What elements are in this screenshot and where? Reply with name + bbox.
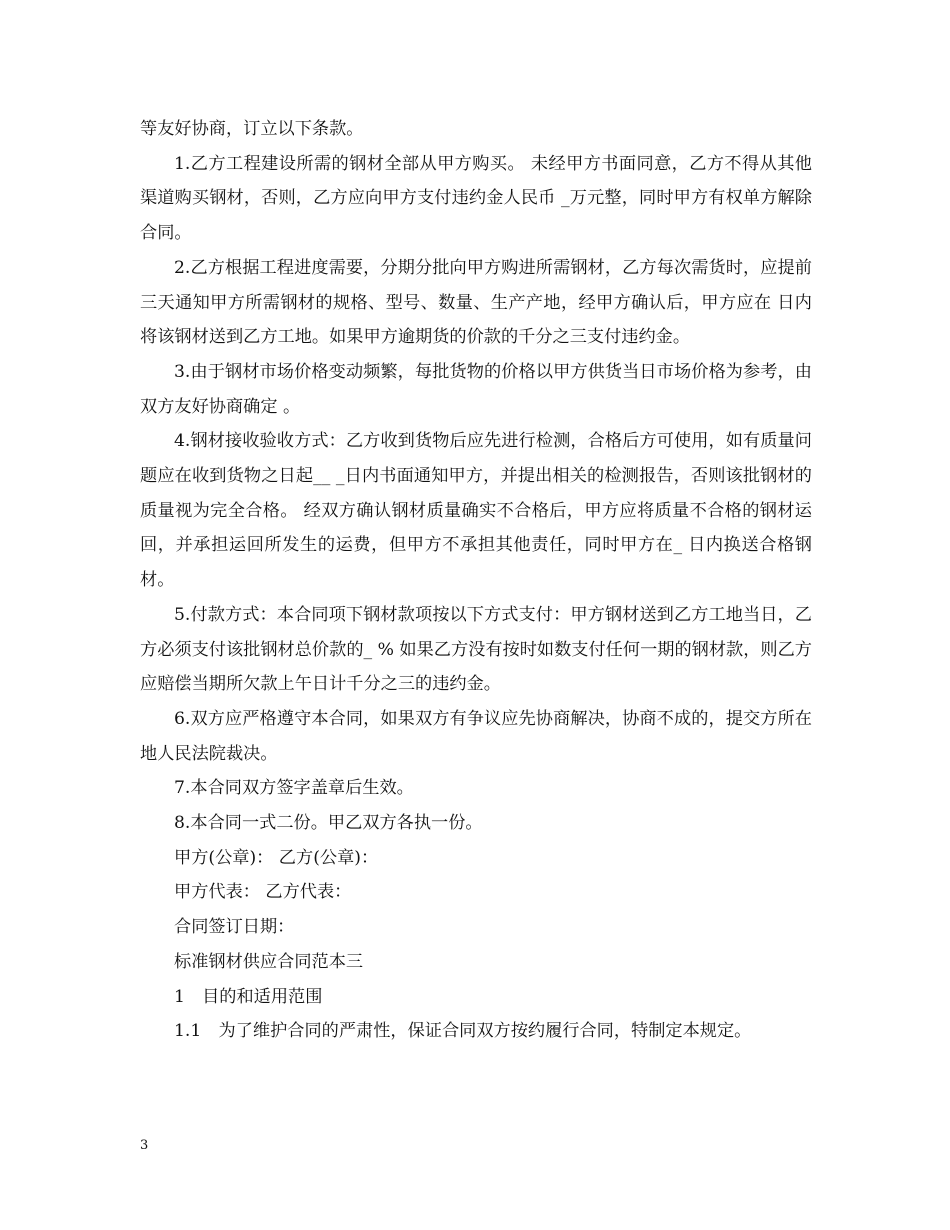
clause-5: 5.付款方式：本合同项下钢材款项按以下方式支付：甲方钢材送到乙方工地当日，乙方必须支付该批钢材总价款的_ % 如果乙方没有按时如数支付任何一期的钢材款，则乙方应赔偿当期所欠款上午日计千分之三的违约金。 bbox=[140, 604, 812, 695]
clause-6: 6.双方应严格遵守本合同，如果双方有争议应先协商解决，协商不成的，提交方所在地人民法院裁决。 bbox=[140, 708, 812, 764]
section-title: 标准钢材供应合同范本三 bbox=[174, 951, 364, 972]
clause-7: 7.本合同双方签字盖章后生效。 bbox=[174, 778, 414, 799]
clause-3: 3.由于钢材市场价格变动频繁，每批货物的价格以甲方供货当日市场价格为参考，由双方友好协商确定 。 bbox=[140, 361, 812, 417]
clause-8: 8.本合同一式二份。甲乙双方各执一份。 bbox=[174, 813, 483, 834]
clause-2: 2.乙方根据工程进度需要，分期分批向甲方购进所需钢材，乙方每次需货时，应提前三天通知甲方所需钢材的规格、型号、数量、生产产地，经甲方确认后，甲方应在 日内将该钢材送到乙方工地。如果甲方逾期货的价款的千分之三支付违约金。 bbox=[140, 257, 812, 348]
signature-seals-line: 甲方(公章)： 乙方(公章)： bbox=[174, 847, 379, 868]
signing-date-line: 合同签订日期： bbox=[174, 917, 295, 938]
clause-1: 1.乙方工程建设所需的钢材全部从甲方购买。 未经甲方书面同意，乙方不得从其他渠道购买钢材，否则，乙方应向甲方支付违约金人民币 _万元整，同时甲方有权单方解除合同。 bbox=[140, 153, 812, 244]
document-body bbox=[140, 112, 812, 1049]
paragraph: 等友好协商，订立以下条款。 bbox=[140, 119, 364, 139]
subsection-paragraph: 1.1 为了维护合同的严肃性，保证合同双方按约履行合同，特制定本规定。 bbox=[174, 1021, 752, 1042]
signature-representatives-line: 甲方代表： 乙方代表： bbox=[174, 882, 352, 903]
section-heading: 1 目的和适用范围 bbox=[174, 986, 323, 1007]
page-number: 3 bbox=[140, 1138, 149, 1153]
clause-4: 4.钢材接收验收方式：乙方收到货物后应先进行检测，合格后方可使用，如有质量问题应在收到货物之日起__ _日内书面通知甲方，并提出相关的检测报告，否则该批钢材的质量视为完全合格。 经双方确认钢材质量确实不合格后，甲方应将质量不合格的钢材运回，并承担运回所发生的运费，但甲方不承担其他责任，同时甲方在_ 日内换送合格钢材。 bbox=[140, 431, 812, 591]
